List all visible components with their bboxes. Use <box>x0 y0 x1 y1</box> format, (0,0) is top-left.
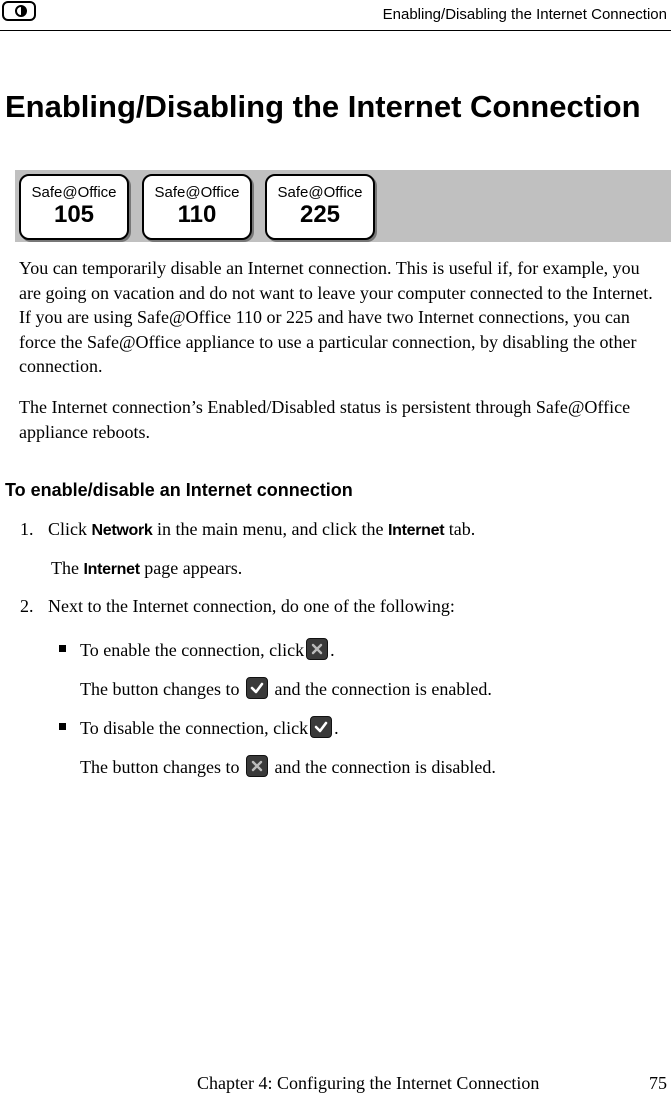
step-1-prefix: Click <box>48 519 87 539</box>
step-1-result-suffix: page appears. <box>144 558 243 578</box>
procedure-heading: To enable/disable an Internet connection <box>5 480 353 500</box>
step-1-suffix: tab. <box>448 519 476 539</box>
badge-model: 110 <box>177 201 217 228</box>
bullet-disable-result-suffix: and the connection is disabled. <box>274 757 496 777</box>
badge-brand: Safe@Office <box>277 184 363 201</box>
bullet-enable-result-prefix: The button changes to <box>80 679 240 699</box>
step-1-result-prefix: The <box>51 558 79 578</box>
bullet-disable: To disable the connection, click . <box>80 718 339 738</box>
bullet-icon <box>59 645 66 652</box>
step-2-text: Next to the Internet connection, do one of the following: <box>48 596 455 616</box>
status-paragraph: The Internet connection’s Enabled/Disabled status is persistent through Safe@Office appliance reboots. <box>19 397 631 442</box>
bullet-disable-text: To disable the connection, click <box>80 718 309 738</box>
intro-paragraph: You can temporarily disable an Internet connection. This is useful if, for example, you are going on vacation and do not want to leave your computer connected to the Internet. If you are using Safe@Office 110 or 225 and have two Internet connections, you can force the Safe@Office appliance to use a particular connection, by disabling the other connection. <box>19 258 653 376</box>
step-1 <box>48 518 475 542</box>
model-badge-225 <box>265 174 375 240</box>
page-number: 75 <box>649 1073 667 1093</box>
internet-tab-ref: Internet <box>387 522 445 539</box>
check-point-logo-icon <box>2 1 36 21</box>
internet-page-ref: Internet <box>83 561 140 578</box>
page-title: Enabling/Disabling the Internet Connection <box>5 89 641 124</box>
network-menu-ref: Network <box>91 522 153 539</box>
disabled-x-icon <box>246 755 268 777</box>
model-badge-110 <box>142 174 252 240</box>
bullet-enable-result-suffix: and the connection is enabled. <box>274 679 492 699</box>
bullet-enable: To enable the connection, click . <box>80 640 335 660</box>
badge-brand: Safe@Office <box>154 184 240 201</box>
enabled-check-icon <box>246 677 268 699</box>
step-2-number: 2. <box>20 596 34 616</box>
disabled-x-icon <box>306 638 328 660</box>
step-1-middle: in the main menu, and click the <box>157 519 384 539</box>
badge-brand: Safe@Office <box>31 184 117 201</box>
bullet-icon <box>59 723 66 730</box>
model-badge-105 <box>19 174 129 240</box>
bullet-disable-result-prefix: The button changes to <box>80 757 240 777</box>
model-badge-bar <box>15 170 671 242</box>
page-header <box>0 0 671 31</box>
badge-model: 105 <box>53 201 95 228</box>
step-1-number: 1. <box>20 519 34 539</box>
footer-chapter: Chapter 4: Configuring the Internet Connection <box>197 1073 540 1093</box>
bullet-disable-result <box>80 755 496 778</box>
step-1-result <box>51 557 242 581</box>
bullet-enable-text: To enable the connection, click <box>80 640 305 660</box>
header-title: Enabling/Disabling the Internet Connection <box>382 6 667 23</box>
badge-model: 225 <box>299 201 341 228</box>
enabled-check-icon <box>310 716 332 738</box>
bullet-enable-result <box>80 677 492 700</box>
